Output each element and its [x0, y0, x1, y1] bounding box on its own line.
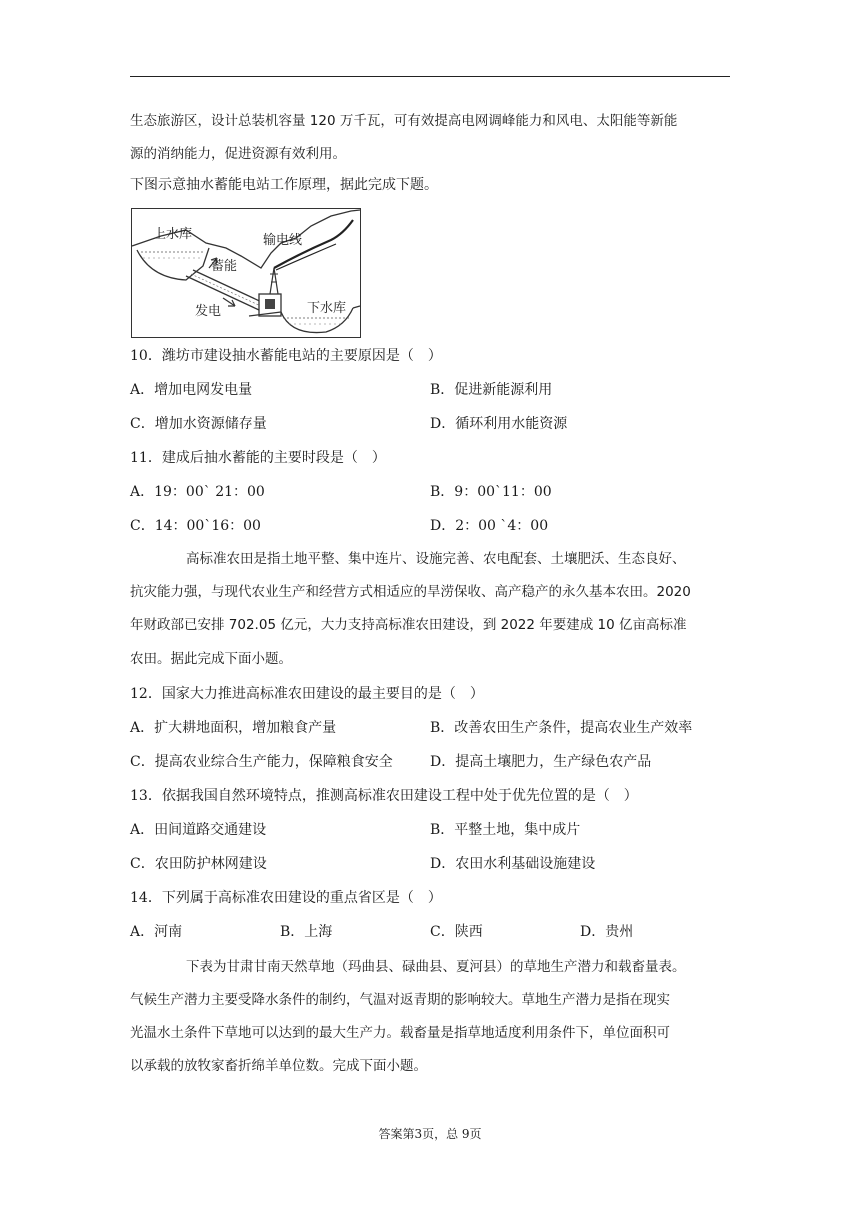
q14-option-d[interactable]: D．贵州 [580, 924, 634, 940]
q11-options-row1 [130, 482, 730, 502]
label-lower-reservoir: 下水库 [307, 301, 347, 316]
intro-line-2: 源的消纳能力，促进资源有效利用。 [130, 146, 346, 162]
diagram-svg [131, 208, 361, 338]
q13-options-row1 [130, 820, 730, 840]
passage3-line-2: 气候生产潜力主要受降水条件的制约，气温对返青期的影响较大。草地生产潜力是指在现实 [130, 992, 670, 1008]
q11-option-d[interactable]: D．2：00 ˋ4：00 [430, 518, 549, 534]
q13-option-a[interactable]: A．田间道路交通建设 [130, 822, 267, 838]
q13-option-d[interactable]: D．农田水利基础设施建设 [430, 856, 596, 872]
q14-stem: 14．下列属于高标准农田建设的重点省区是（ ） [130, 890, 442, 906]
q12-options-row1 [130, 718, 730, 738]
q13-stem: 13．依据我国自然环境特点，推测高标准农田建设工程中处于优先位置的是（ ） [130, 788, 638, 804]
passage2-line-3: 年财政部已安排 702.05 亿元，大力支持高标准农田建设，到 2022 年要建成 10 亿亩高标准 [130, 617, 687, 633]
label-generation: 发电 [195, 304, 222, 319]
q14-option-a[interactable]: A．河南 [130, 924, 183, 940]
intro-line-3: 下图示意抽水蓄能电站工作原理，据此完成下题。 [130, 177, 438, 193]
q12-stem: 12．国家大力推进高标准农田建设的最主要目的是（ ） [130, 686, 484, 702]
q14-option-c[interactable]: C．陕西 [430, 924, 483, 940]
header-rule [130, 76, 730, 77]
q10-option-a[interactable]: A．增加电网发电量 [130, 382, 253, 398]
q11-options-row2 [130, 516, 730, 536]
q12-option-a[interactable]: A．扩大耕地面积，增加粮食产量 [130, 720, 337, 736]
passage3-line-1: 下表为甘肃甘南天然草地（玛曲县、碌曲县、夏河县）的草地生产潜力和载畜量表。 [186, 959, 686, 975]
passage2-line-4: 农田。据此完成下面小题。 [130, 651, 292, 667]
pumped-storage-diagram [131, 208, 361, 338]
q13-option-b[interactable]: B．平整土地，集中成片 [430, 822, 581, 838]
q11-option-b[interactable]: B．9：00ˋ11：00 [430, 484, 552, 500]
passage2-line-1: 高标准农田是指土地平整、集中连片、设施完善、农电配套、土壤肥沃、生态良好、 [186, 551, 686, 567]
passage3-line-4: 以承载的放牧家畜折绵羊单位数。完成下面小题。 [130, 1058, 427, 1074]
label-storage: 蓄能 [211, 259, 238, 274]
q11-option-c[interactable]: C．14：00ˋ16：00 [130, 518, 261, 534]
q10-option-d[interactable]: D．循环利用水能资源 [430, 416, 568, 432]
passage2-line-2: 抗灾能力强，与现代农业生产和经营方式相适应的旱涝保收、高产稳产的永久基本农田。2020 [130, 584, 691, 600]
intro-line-1: 生态旅游区，设计总装机容量 120 万千瓦，可有效提高电网调峰能力和风电、太阳能等新能 [130, 113, 678, 129]
q10-option-c[interactable]: C．增加水资源储存量 [130, 416, 267, 432]
q11-option-a[interactable]: A．19：00ˋ 21：00 [130, 484, 265, 500]
q13-option-c[interactable]: C．农田防护林网建设 [130, 856, 267, 872]
q11-stem: 11．建成后抽水蓄能的主要时段是（ ） [130, 450, 386, 466]
q10-stem: 10．潍坊市建设抽水蓄能电站的主要原因是（ ） [130, 348, 442, 364]
q10-option-b[interactable]: B．促进新能源利用 [430, 382, 553, 398]
page-footer: 答案第3页，总 9页 [378, 1127, 482, 1141]
q12-option-d[interactable]: D．提高土壤肥力，生产绿色农产品 [430, 754, 652, 770]
q14-option-b[interactable]: B．上海 [280, 924, 333, 940]
q12-options-row2 [130, 752, 730, 772]
label-transmission-line: 输电线 [263, 233, 303, 248]
q10-options-row2 [130, 414, 730, 434]
passage3-line-3: 光温水土条件下草地可以达到的最大生产力。载畜量是指草地适度利用条件下，单位面积可 [130, 1025, 670, 1041]
q12-option-c[interactable]: C．提高农业综合生产能力，保障粮食安全 [130, 754, 393, 770]
q10-options-row1 [130, 380, 730, 400]
q13-options-row2 [130, 854, 730, 874]
label-upper-reservoir: 上水库 [153, 227, 193, 242]
q12-option-b[interactable]: B．改善农田生产条件，提高农业生产效率 [430, 720, 693, 736]
